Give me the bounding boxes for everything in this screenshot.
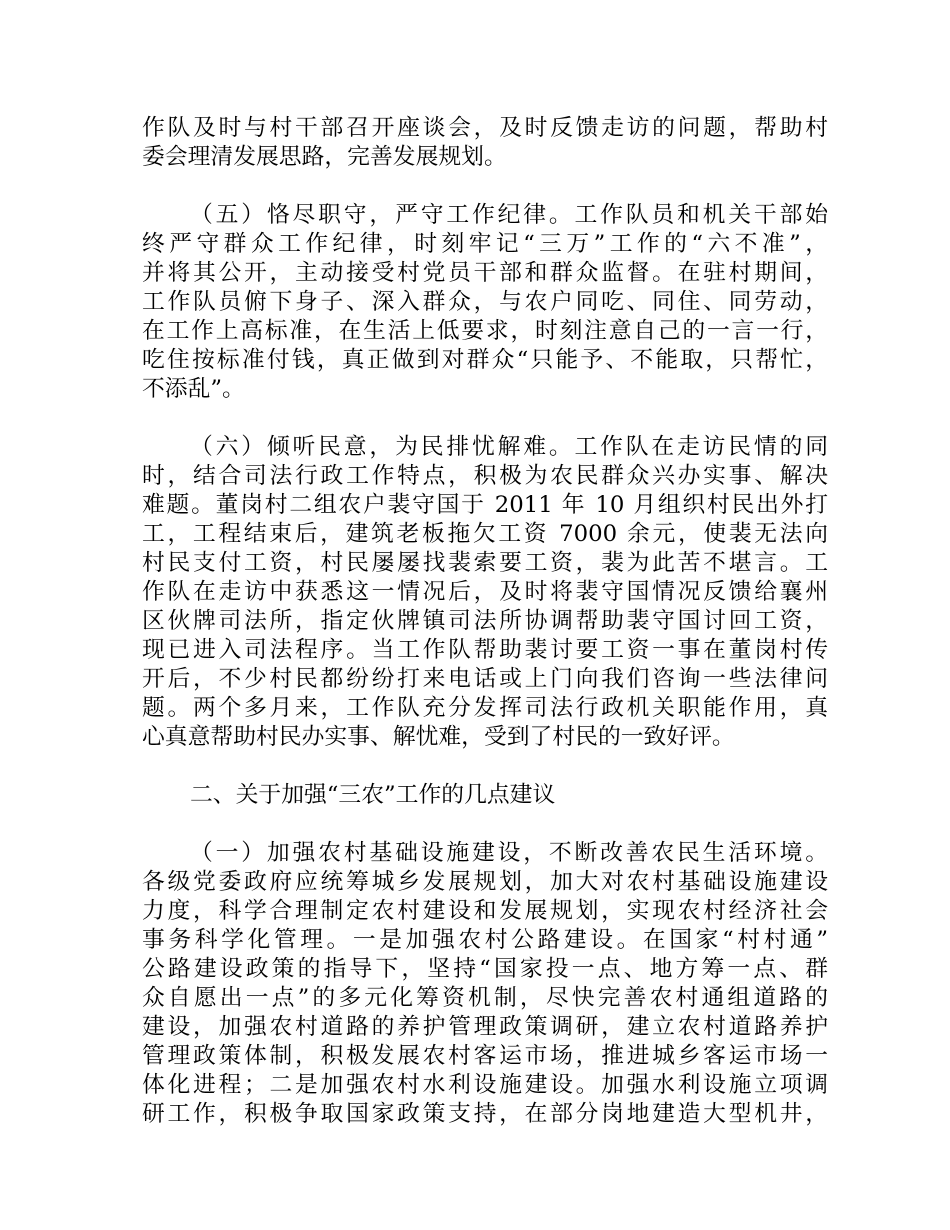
paragraph-line: （六）倾听民意，为民排忧解难。工作队在走访民情的同	[190, 434, 828, 460]
paragraph-line: 作队在走访中获悉这一情况后，及时将裴守国情况反馈给襄州	[142, 579, 828, 605]
paragraph-line: 工，工程结束后，建筑老板拖欠工资 7000 余元，使裴无法向	[142, 521, 828, 547]
paragraph-line: 吃住按标准付钱，真正做到对群众“只能予、不能取，只帮忙，	[142, 347, 828, 373]
paragraph-line: 现已进入司法程序。当工作队帮助裴讨要工资一事在董岗村传	[142, 637, 828, 663]
paragraph-line: 公路建设政策的指导下，坚持“国家投一点、地方筹一点、群	[142, 956, 828, 982]
paragraph-line: 难题。董岗村二组农户裴守国于 2011 年 10 月组织村民出外打	[142, 492, 828, 518]
section-heading: 二、关于加强“三农”工作的几点建议	[190, 782, 556, 808]
paragraph-line: 力度，科学合理制定农村建设和发展规划，实现农村经济社会	[142, 898, 828, 924]
paragraph-line: 委会理清发展思路，完善发展规划。	[142, 144, 507, 170]
paragraph-line: 终严守群众工作纪律，时刻牢记“三万”工作的“六不准”，	[142, 231, 828, 257]
paragraph-line: 题。两个多月来，工作队充分发挥司法行政机关职能作用，真	[142, 695, 828, 721]
paragraph-line: 研工作，积极争取国家政策支持，在部分岗地建造大型机井，	[142, 1101, 828, 1127]
paragraph-line: 建设，加强农村道路的养护管理政策调研，建立农村道路养护	[142, 1014, 828, 1040]
paragraph-line: 心真意帮助村民办实事、解忧难，受到了村民的一致好评。	[142, 724, 735, 750]
paragraph-line: 管理政策体制，积极发展农村客运市场，推进城乡客运市场一	[142, 1043, 828, 1069]
paragraph-line: （五）恪尽职守，严守工作纪律。工作队员和机关干部始	[190, 202, 828, 228]
paragraph-line: 在工作上高标准，在生活上低要求，时刻注意自己的一言一行，	[142, 318, 828, 344]
paragraph-line: 时，结合司法行政工作特点，积极为农民群众兴办实事、解决	[142, 463, 828, 489]
paragraph-line: 众自愿出一点”的多元化筹资机制，尽快完善农村通组道路的	[142, 985, 828, 1011]
paragraph-line: 不添乱”。	[142, 376, 245, 402]
paragraph-line: 各级党委政府应统筹城乡发展规划，加大对农村基础设施建设	[142, 869, 828, 895]
paragraph-line: 作队及时与村干部召开座谈会，及时反馈走访的问题，帮助村	[142, 115, 828, 141]
paragraph-line: 开后，不少村民都纷纷打来电话或上门向我们咨询一些法律问	[142, 666, 828, 692]
paragraph-line: （一）加强农村基础设施建设，不断改善农民生活环境。	[190, 840, 828, 866]
paragraph-line: 工作队员俯下身子、深入群众，与农户同吃、同住、同劳动，	[142, 289, 828, 315]
paragraph-line: 区伙牌司法所，指定伙牌镇司法所协调帮助裴守国讨回工资，	[142, 608, 828, 634]
paragraph-line: 并将其公开，主动接受村党员干部和群众监督。在驻村期间，	[142, 260, 828, 286]
paragraph-line: 体化进程；二是加强农村水利设施建设。加强水利设施立项调	[142, 1072, 828, 1098]
paragraph-line: 事务科学化管理。一是加强农村公路建设。在国家“村村通”	[142, 927, 828, 953]
paragraph-line: 村民支付工资，村民屡屡找裴索要工资，裴为此苦不堪言。工	[142, 550, 828, 576]
